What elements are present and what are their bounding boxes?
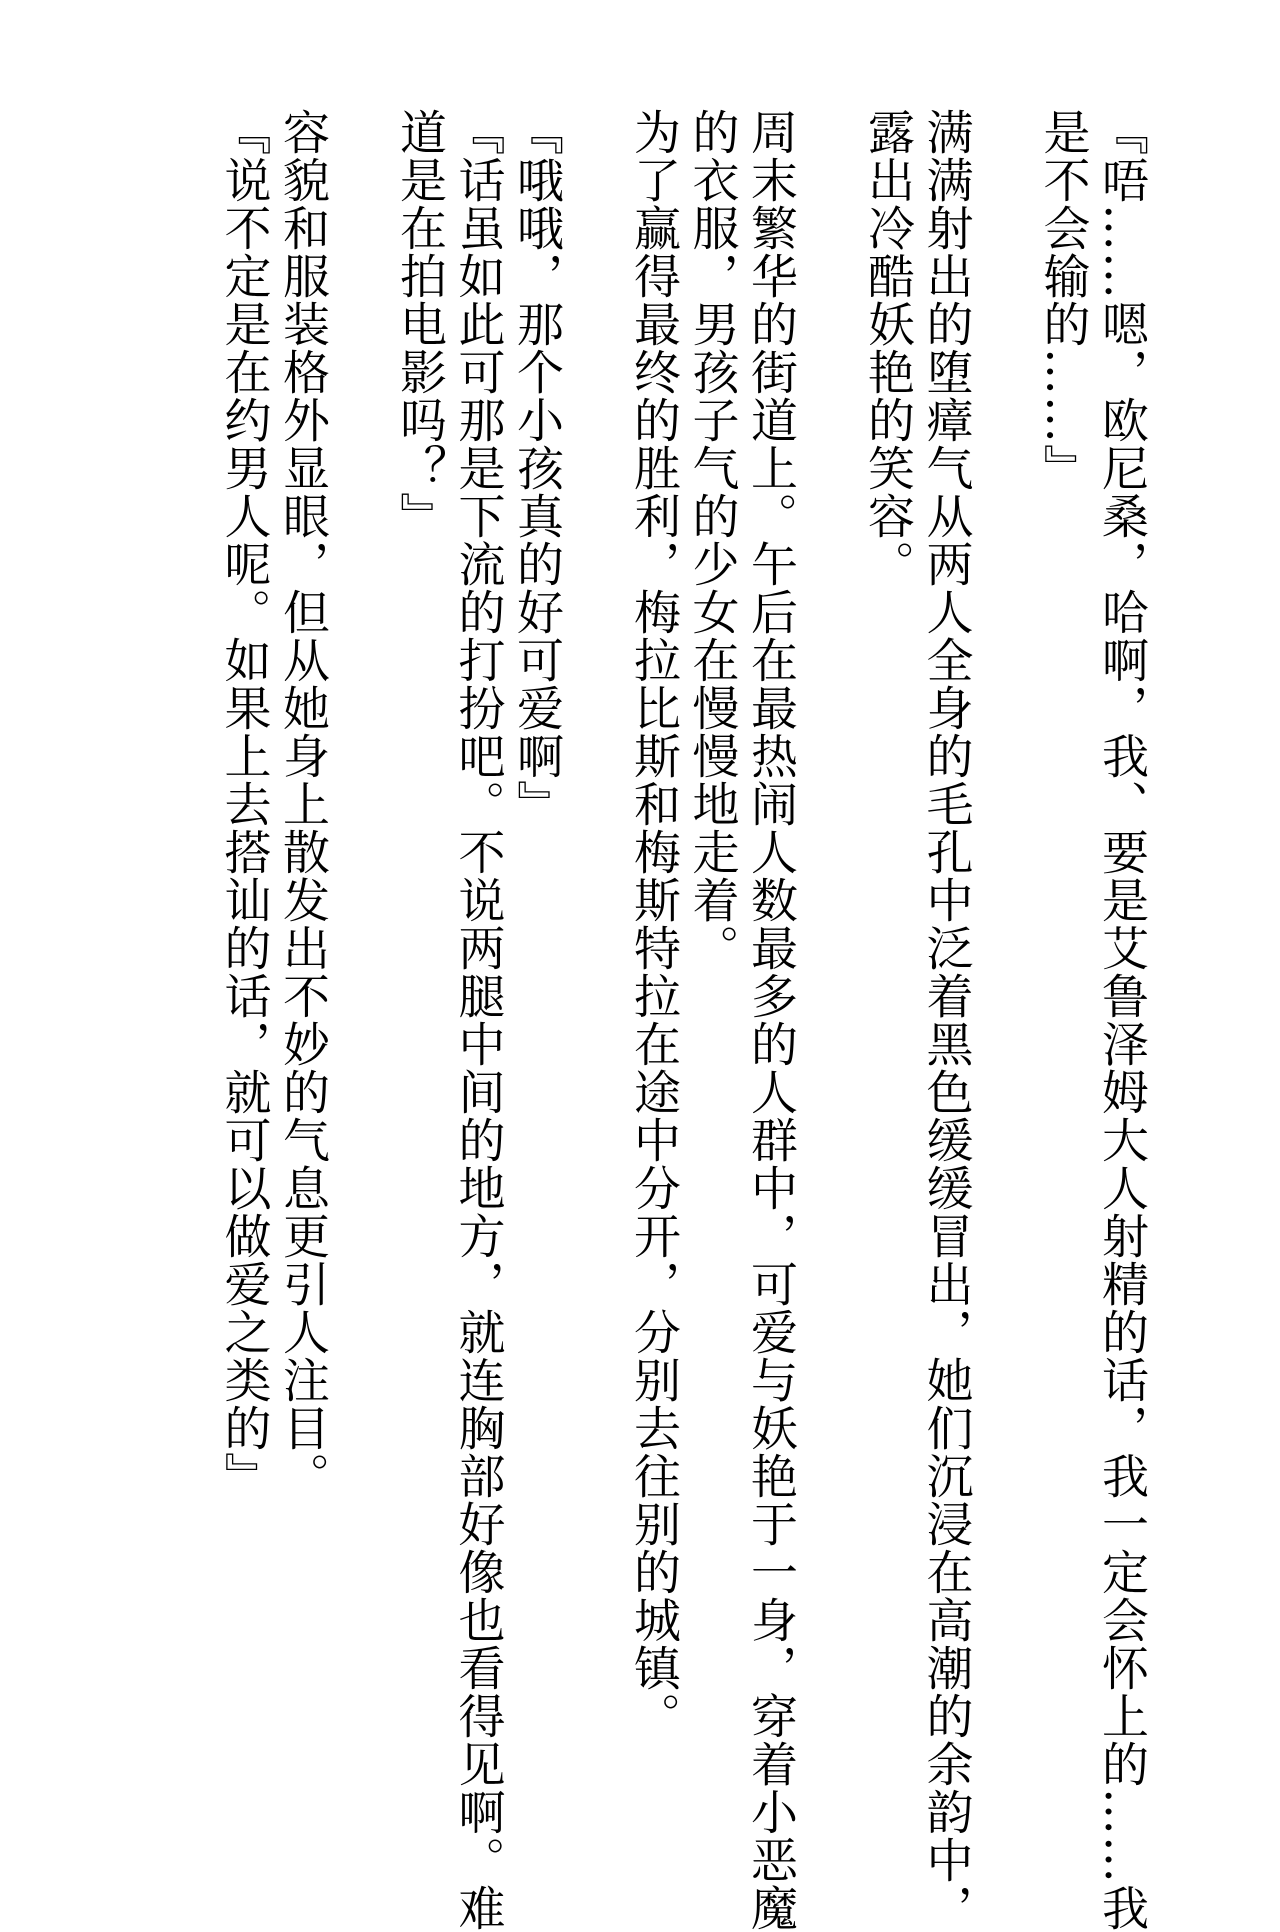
text-line: 『说不定是在约男人呢。如果上去搭讪的话，就可以做爱之类的』	[216, 108, 272, 1500]
text-line: 容貌和服装格外显眼，但从她身上散发出不妙的气息更引人注目。	[275, 108, 330, 1500]
blank-line	[975, 108, 1034, 1748]
text-line: 满满射出的堕瘴气从两人全身的毛孔中泛着黑色缓缓冒出，她们沉浸在高潮的余韵中，	[918, 108, 974, 1932]
text-line: 道是在拍电影吗？』	[392, 108, 447, 540]
text-line: 露出冷酷妖艳的笑容。	[860, 108, 915, 588]
text-line: 『唔……嗯，欧尼桑，哈啊，我、要是艾鲁泽姆大人射精的话，我一定会怀上的……我	[1094, 108, 1149, 1932]
text-line: 是不会输的……』	[1035, 108, 1091, 492]
vertical-text-body	[214, 108, 1150, 1932]
blank-line	[799, 108, 858, 1748]
text-line: 『话虽如此可那是下流的打扮吧。不说两腿中间的地方，就连胸部好像也看得见啊。难	[450, 108, 506, 1932]
blank-line	[565, 108, 624, 1748]
blank-line	[331, 108, 390, 1748]
text-line: 的衣服，男孩子气的少女在慢慢地走着。	[684, 108, 740, 972]
text-line: 周末繁华的街道上。午后在最热闹人数最多的人群中，可爱与妖艳于一身，穿着小恶魔	[743, 108, 798, 1932]
text-line: 为了赢得最终的胜利，梅拉比斯和梅斯特拉在途中分开，分别去往别的城镇。	[626, 108, 681, 1740]
text-line: 『哦哦，那个小孩真的好可爱啊』	[509, 108, 564, 828]
